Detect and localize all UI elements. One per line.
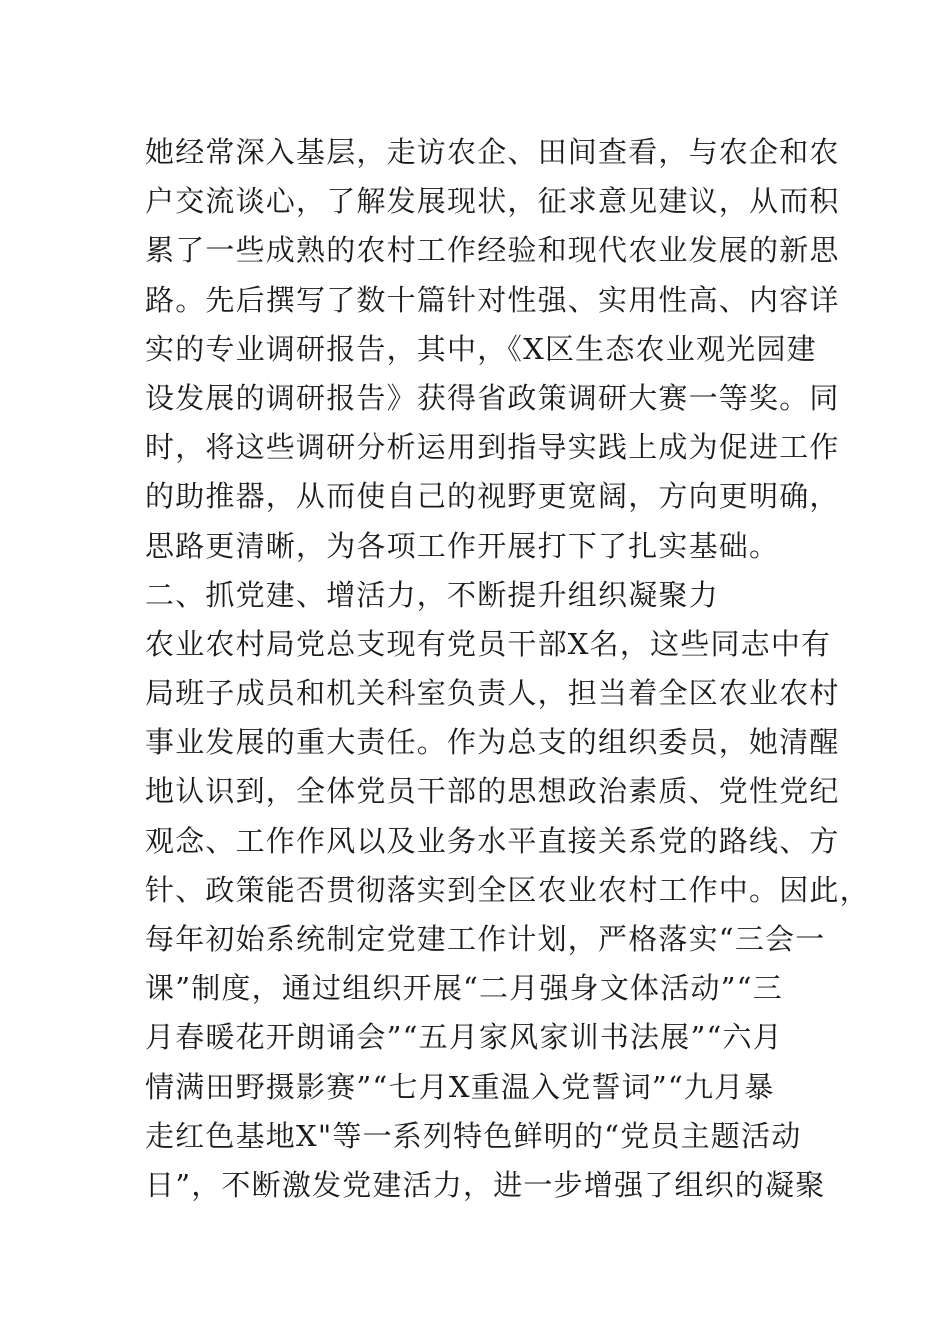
text-line: 局班子成员和机关科室负责人，担当着全区农业农村: [145, 676, 840, 711]
text-line: 日”，不断激发党建活力，进一步增强了组织的凝聚: [145, 1167, 826, 1202]
text-line: 路。先后撰写了数十篇针对性强、实用性高、内容详: [145, 282, 840, 317]
text-line: 地认识到，全体党员干部的思想政治素质、党性党纪: [145, 774, 840, 809]
text-line: 设发展的调研报告》获得省政策调研大赛一等奖。同: [145, 380, 840, 415]
text-line: 户交流谈心，了解发展现状，征求意见建议，从而积: [145, 184, 840, 219]
text-line: 情满田野摄影赛”“七月X重温入党誓词”“九月暴: [145, 1069, 775, 1104]
text-line: 思路更清晰，为各项工作开展打下了扎实基础。: [145, 528, 780, 563]
text-line: 观念、工作作风以及业务水平直接关系党的路线、方: [145, 823, 840, 858]
text-line: 课”制度，通过组织开展“二月强身文体活动”“三: [145, 971, 783, 1006]
text-line: 每年初始系统制定党建工作计划，严格落实“三会一: [145, 922, 826, 956]
text-line: 针、政策能否贯彻落实到全区农业农村工作中。因此，: [145, 872, 870, 907]
body-text: [145, 128, 870, 1210]
text-line: 农业农村局党总支现有党员干部X名，这些同志中有: [145, 626, 832, 661]
text-line: 事业发展的重大责任。作为总支的组织委员，她清醒: [145, 725, 840, 760]
text-line: 的助推器，从而使自己的视野更宽阔，方向更明确，: [145, 479, 840, 514]
section-heading: 二、抓党建、增活力，不断提升组织凝聚力: [145, 577, 719, 612]
text-line: 实的专业调研报告，其中，《X区生态农业观光园建: [145, 331, 817, 366]
text-line: 累了一些成熟的农村工作经验和现代农业发展的新思: [145, 233, 840, 268]
text-line: 她经常深入基层，走访农企、田间查看，与农企和农: [145, 135, 840, 169]
text-line: 月春暖花开朗诵会”“五月家风家训书法展”“六月: [145, 1020, 783, 1055]
text-line: 时，将这些调研分析运用到指导实践上成为促进工作: [145, 430, 840, 465]
text-line: 走红色基地X"等一系列特色鲜明的“党员主题活动: [145, 1118, 802, 1153]
